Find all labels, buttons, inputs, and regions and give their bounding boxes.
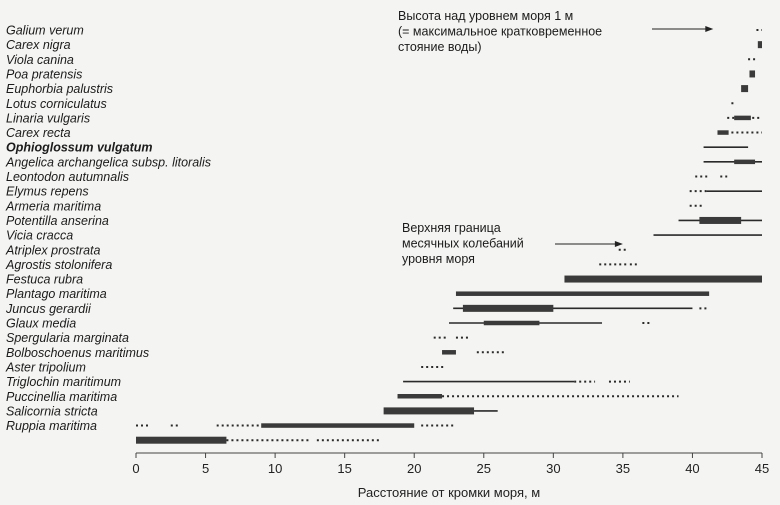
x-axis-title: Расстояние от кромки моря, м xyxy=(357,485,541,500)
species-label-elymus-repens: Elymus repens xyxy=(6,184,89,199)
sea-level-note-line-2: стояние воды) xyxy=(398,40,482,54)
species-label-agrostis-stolonifera: Agrostis stolonifera xyxy=(6,257,113,272)
sea-level-note-line-1: (= максимальное кратковременное xyxy=(398,24,603,39)
range-bar-salicornia-stricta-0 xyxy=(384,407,474,414)
range-bar-ruppia-maritima-3 xyxy=(261,423,414,428)
species-label-leontodon-autumnalis: Leontodon autumnalis xyxy=(6,170,130,184)
species-label-bolboschoenus-maritimus: Bolboschoenus maritimus xyxy=(6,345,150,360)
range-bar-linaria-vulgaris-1 xyxy=(734,116,751,121)
species-label-triglochin-maritimum: Triglochin maritimum xyxy=(6,375,122,390)
range-bar-row-28-0 xyxy=(136,437,226,444)
species-label-ophioglossum-vulgatum: Ophioglossum vulgatum xyxy=(6,140,153,155)
range-bar-poa-pratensis-0 xyxy=(749,70,755,77)
monthly-limit-note-line-2: уровня моря xyxy=(402,252,475,266)
species-label-potentilla-anserina: Potentilla anserina xyxy=(6,213,109,228)
x-tick-label-15: 15 xyxy=(337,461,352,476)
species-label-linaria-vulgaris: Linaria vulgaris xyxy=(6,111,91,126)
x-tick-label-5: 5 xyxy=(201,461,210,476)
range-bar-potentilla-anserina-1 xyxy=(699,217,741,224)
range-bar-euphorbia-palustris-0 xyxy=(741,85,748,92)
species-label-carex-nigra: Carex nigra xyxy=(6,38,71,53)
x-tick-label-20: 20 xyxy=(406,461,422,476)
range-bar-glaux-media-1 xyxy=(484,321,540,326)
species-label-galium-verum: Galium verum xyxy=(6,23,84,38)
species-label-poa-pratensis: Poa pratensis xyxy=(6,67,83,82)
x-tick-label-10: 10 xyxy=(267,461,283,476)
sea-level-note-arrowhead xyxy=(705,26,713,32)
species-label-atriplex-prostrata: Atriplex prostrata xyxy=(6,243,101,258)
x-axis xyxy=(132,453,769,476)
species-label-vicia-cracca: Vicia cracca xyxy=(6,228,74,243)
x-tick-label-25: 25 xyxy=(476,461,492,476)
species-label-angelica-archangelica-subsp-litoralis: Angelica archangelica subsp. litoralis xyxy=(6,155,211,170)
range-bar-angelica-archangelica-subsp-litoralis-1 xyxy=(734,160,755,165)
species-label-spergularia-marginata: Spergularia marginata xyxy=(6,331,129,346)
range-bar-plantago-maritima-0 xyxy=(456,291,709,296)
species-label-salicornia-stricta: Salicornia stricta xyxy=(6,404,98,419)
species-label-lotus-corniculatus: Lotus corniculatus xyxy=(6,96,107,111)
species-label-viola-canina: Viola canina xyxy=(6,52,74,67)
range-bar-juncus-gerardii-1 xyxy=(463,305,553,312)
species-label-puccinellia-maritima: Puccinellia maritima xyxy=(6,389,118,404)
species-label-glaux-media: Glaux media xyxy=(6,316,77,331)
species-label-aster-tripolium: Aster tripolium xyxy=(6,360,86,375)
species-labels xyxy=(5,24,211,434)
x-tick-label-35: 35 xyxy=(615,461,631,476)
x-tick-label-0: 0 xyxy=(132,461,140,476)
annotations xyxy=(398,9,713,266)
x-tick-label-30: 30 xyxy=(546,461,561,476)
monthly-limit-note-line-1: месячных колебаний xyxy=(402,236,524,251)
range-bar-carex-recta-0 xyxy=(717,130,728,135)
range-bar-bolboschoenus-maritimus-0 xyxy=(442,350,456,355)
species-label-festuca-rubra: Festuca rubra xyxy=(6,272,84,287)
x-tick-label-45: 45 xyxy=(754,461,770,476)
range-bar-carex-nigra-0 xyxy=(758,41,762,48)
species-label-armeria-maritima: Armeria maritima xyxy=(6,199,102,214)
range-bar-festuca-rubra-3 xyxy=(564,276,762,283)
sea-level-note-line-0: Высота над уровнем моря 1 м xyxy=(398,9,574,23)
range-bar-puccinellia-maritima-0 xyxy=(398,394,443,399)
monthly-limit-note-arrowhead xyxy=(615,241,623,247)
species-label-ruppia-maritima: Ruppia maritima xyxy=(6,419,98,434)
species-label-juncus-gerardii: Juncus gerardii xyxy=(6,301,91,316)
species-label-euphorbia-palustris: Euphorbia palustris xyxy=(6,82,114,97)
monthly-limit-note-line-0: Верхняя граница xyxy=(402,221,501,235)
x-tick-label-40: 40 xyxy=(685,461,700,476)
species-label-carex-recta: Carex recta xyxy=(6,126,71,141)
species-label-plantago-maritima: Plantago maritima xyxy=(6,287,107,302)
